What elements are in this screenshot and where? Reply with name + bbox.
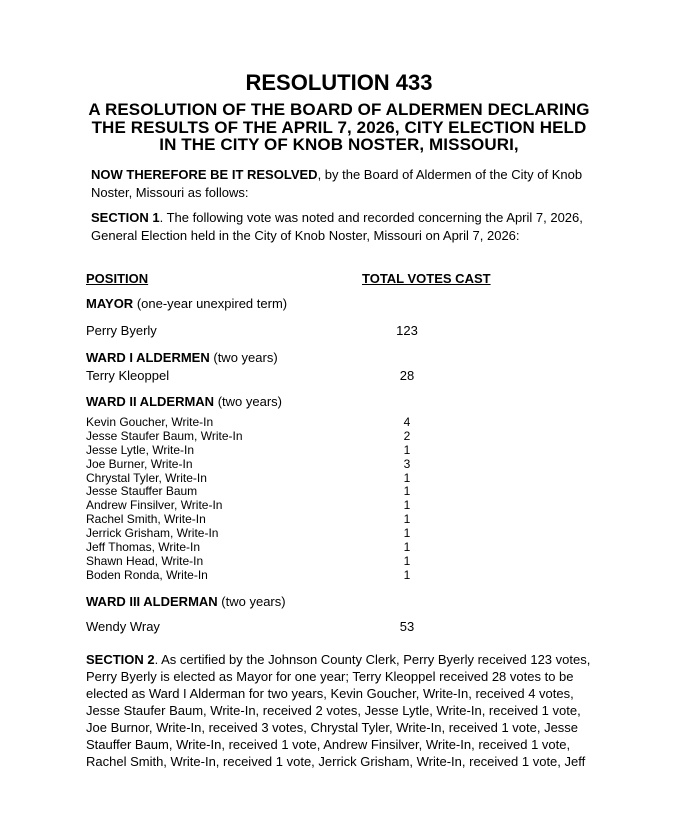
candidate-votes: 1 (403, 484, 411, 499)
candidate-votes: 1 (403, 567, 411, 582)
ward-1-term: (two years) (209, 350, 278, 365)
candidate-row (86, 472, 436, 486)
section-1-text: . The following vote was noted and recorded concerning the April 7, 2026, (159, 210, 583, 225)
ward-1-heading: WARD I ALDERMEN (86, 350, 210, 365)
candidate-votes: 1 (403, 512, 411, 527)
ward-3-section-heading (86, 594, 286, 610)
candidate-votes: 1 (403, 526, 411, 541)
candidate-votes: 1 (403, 553, 411, 568)
candidate-name: Terry Kleoppel (86, 368, 170, 383)
candidate-name: Andrew Finsilver, Write-In (86, 498, 223, 513)
ward-3-term: (two years) (217, 594, 286, 609)
candidate-name: Joe Burner, Write-In (86, 456, 193, 471)
candidate-row (86, 444, 436, 458)
resolved-text: , by the Board of Aldermen of the City of Knob (317, 167, 583, 182)
section-2-line: Joe Burnor, Write-In, received 3 votes, Chrystal Tyler, Write-In, received 1 vote, Jesse (86, 720, 579, 735)
position-column-header: POSITION (86, 271, 149, 286)
mayor-section-heading (86, 296, 287, 312)
ward-2-section-heading (86, 394, 282, 410)
mayor-term: (one-year unexpired term) (133, 296, 288, 311)
candidate-name: Jerrick Grisham, Write-In (86, 526, 219, 541)
candidate-name: Perry Byerly (86, 323, 157, 338)
candidate-name: Jesse Staufer Baum, Write-In (86, 428, 243, 443)
candidate-row (86, 541, 436, 555)
resolved-text-line2: Noster, Missouri as follows: (91, 184, 249, 200)
section-1-text-line2: General Election held in the City of Knob Noster, Missouri on April 7, 2026: (91, 227, 520, 243)
section-2-line: Perry Byerly is elected as Mayor for one year; Terry Kleoppel received 28 votes to be (86, 669, 574, 684)
candidate-row (86, 569, 436, 583)
candidate-votes: 123 (396, 323, 418, 338)
candidate-name: Kevin Goucher, Write-In (86, 415, 214, 429)
resolution-title: RESOLUTION 433 (245, 70, 433, 95)
candidate-row (86, 499, 436, 513)
candidate-votes: 1 (403, 442, 411, 457)
candidate-votes: 1 (403, 498, 411, 513)
candidate-row (86, 485, 436, 499)
candidate-votes: 3 (403, 456, 411, 471)
candidate-name: Rachel Smith, Write-In (86, 512, 206, 527)
section-2-line: Rachel Smith, Write-In, received 1 vote, Jerrick Grisham, Write-In, received 1 vote, Jeff (86, 754, 586, 769)
section-2-line: Jesse Staufer Baum, Write-In, received 2 votes, Jesse Lytle, Write-In, received 1 vote, (86, 703, 581, 718)
ward-1-section-heading (86, 350, 278, 366)
candidate-name: Jesse Stauffer Baum (86, 484, 198, 499)
candidate-votes: 53 (399, 619, 415, 634)
resolved-lead: NOW THEREFORE BE IT RESOLVED (91, 167, 318, 182)
candidate-name: Jeff Thomas, Write-In (86, 540, 201, 555)
candidate-name: Jesse Lytle, Write-In (86, 442, 195, 457)
candidate-name: Chrystal Tyler, Write-In (86, 470, 207, 485)
candidate-row (86, 513, 436, 527)
candidate-votes: 1 (403, 470, 411, 485)
section-2-line: Stauffer Baum, Write-In, received 1 vote, Andrew Finsilver, Write-In, received 1 vote, (86, 737, 571, 752)
candidate-votes: 1 (403, 540, 411, 555)
candidate-name: Boden Ronda, Write-In (86, 567, 208, 582)
section-2-paragraph (86, 651, 606, 770)
resolved-paragraph (91, 166, 601, 201)
candidate-name: Wendy Wray (86, 619, 160, 634)
candidate-votes: 4 (403, 415, 411, 429)
subtitle-line: A RESOLUTION OF THE BOARD OF ALDERMEN DECLARING (88, 100, 590, 119)
subtitle-line: THE RESULTS OF THE APRIL 7, 2026, CITY ELECTION HELD (91, 117, 587, 137)
candidate-row (86, 458, 436, 472)
section-2-text: . As certified by the Johnson County Clerk, Perry Byerly received 123 votes, (154, 652, 591, 667)
ward-2-candidate-list (86, 416, 436, 583)
candidate-name: Shawn Head, Write-In (86, 553, 204, 568)
subtitle-line: IN THE CITY OF KNOB NOSTER, MISSOURI, (159, 135, 519, 154)
votes-column-header: TOTAL VOTES CAST (362, 271, 491, 286)
candidate-votes: 2 (403, 428, 411, 443)
section-1-paragraph (91, 209, 601, 244)
candidate-row (86, 555, 436, 569)
ward-2-term: (two years) (214, 394, 282, 409)
section-1-lead: SECTION 1 (91, 210, 160, 225)
section-2-line: elected as Ward I Alderman for two years, Kevin Goucher, Write-In, received 4 votes, (86, 686, 574, 701)
ward-3-heading: WARD III ALDERMAN (86, 594, 218, 609)
ward-2-heading: WARD II ALDERMAN (86, 394, 215, 409)
candidate-row (86, 416, 436, 430)
candidate-votes: 28 (399, 368, 415, 383)
section-2-lead: SECTION 2 (86, 652, 155, 667)
mayor-heading: MAYOR (86, 296, 134, 311)
resolution-subtitle (60, 101, 618, 154)
candidate-row (86, 527, 436, 541)
candidate-row (86, 430, 436, 444)
